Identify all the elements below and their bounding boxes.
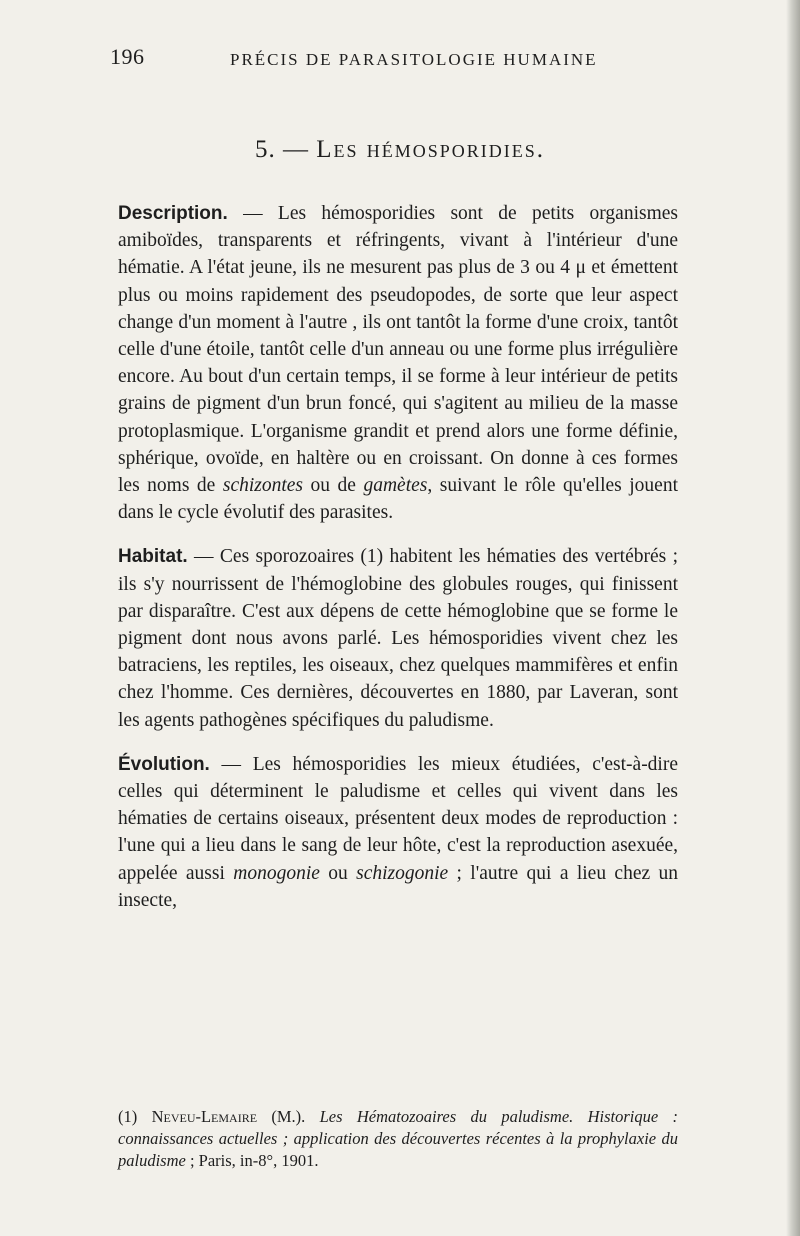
- section-title: [0, 136, 800, 164]
- paragraph-text: — Les hémosporidies sont de petits organismes amiboïdes, transparents et réfringents, vivant à l'intérieur d'une hématie. A l'état jeune, ils ne mesurent pas plus de 3 ou 4 μ et émettent plus ou moins rapidement des pseudopodes, de sorte que leur aspect change d'un moment à l'autre , ils ont tantôt la forme d'une croix, tantôt celle d'une étoile, tantôt celle d'un anneau ou une forme plus irrégulière encore. Au bout d'un certain temps, il se forme à leur intérieur de petits grains de pigment d'un brun foncé, qui s'agitent au milieu de la masse protoplasmique. L'organisme grandit et prend alors une forme définie, sphérique, ovoïde, en haltère ou en croissant. On donne à ces formes les noms de: [118, 203, 678, 497]
- term-italic: schizogonie: [356, 862, 449, 884]
- paragraph-text: — Les hémosporidies les mieux étudiées, c'est-à-dire celles qui déterminent le paludisme et celles qui vivent dans les hématies de certains oiseaux, présentent deux modes de reproduction : l'une qui a lieu dans le sang de leur hôte, c'est la reproduction asexuée, appelée aussi: [118, 753, 678, 884]
- paragraph-habitat: [118, 543, 678, 733]
- page-edge: [786, 0, 800, 1236]
- paragraph-text: ; l'autre qui a lieu chez un insecte,: [118, 862, 678, 911]
- paragraph-text: ou de: [303, 475, 364, 497]
- paragraph-text: — Ces sporozoaires (1) habitent les hématies des vertébrés ; ils s'y nourrissent de l'hémoglobine des globules rouges, qui finissent par disparaître. C'est aux dépens de cette hémoglobine que se forme le pigment dont nous avons parlé. Les hémosporidies vivent chez les batraciens, les reptiles, les oiseaux, chez quelques mammifères et enfin chez l'homme. Ces dernières, découvertes en 1880, par Laveran, sont les agents pathogènes spécifiques du paludisme.: [118, 546, 678, 731]
- paragraph-lead: Description.: [118, 203, 228, 224]
- paragraph-description: [118, 200, 678, 526]
- running-head: PRÉCIS DE PARASITOLOGIE HUMAINE: [230, 50, 598, 69]
- paragraph-lead: Habitat.: [118, 546, 188, 568]
- footnote-author: Neveu-Lemaire (M.).: [151, 1107, 306, 1126]
- term-italic: schizontes: [222, 475, 304, 497]
- footnote-publication: ; Paris, in-8°, 1901.: [185, 1151, 319, 1170]
- footnote-marker: (1): [118, 1107, 152, 1126]
- paragraph-text: , suivant le rôle qu'elles jouent dans le cycle évolutif des parasites.: [118, 475, 678, 524]
- section-dash: —: [282, 136, 309, 163]
- body-text: [118, 200, 678, 931]
- paragraph-lead: Évolution.: [118, 753, 210, 775]
- page-number: 196: [110, 44, 145, 69]
- section-number: 5.: [254, 136, 276, 163]
- section-title-text: Les hémosporidies.: [316, 136, 546, 163]
- term-italic: gamètes: [363, 475, 428, 497]
- paragraph-evolution: [118, 751, 678, 914]
- term-italic: monogonie: [233, 862, 320, 884]
- paragraph-text: ou: [319, 862, 357, 884]
- footnote: [118, 1106, 678, 1172]
- footnote-title: Les Hématozoaires du paludisme. Historique : connaissances actuelles ; application des découvertes récentes à la prophylaxie du paludisme: [118, 1107, 678, 1170]
